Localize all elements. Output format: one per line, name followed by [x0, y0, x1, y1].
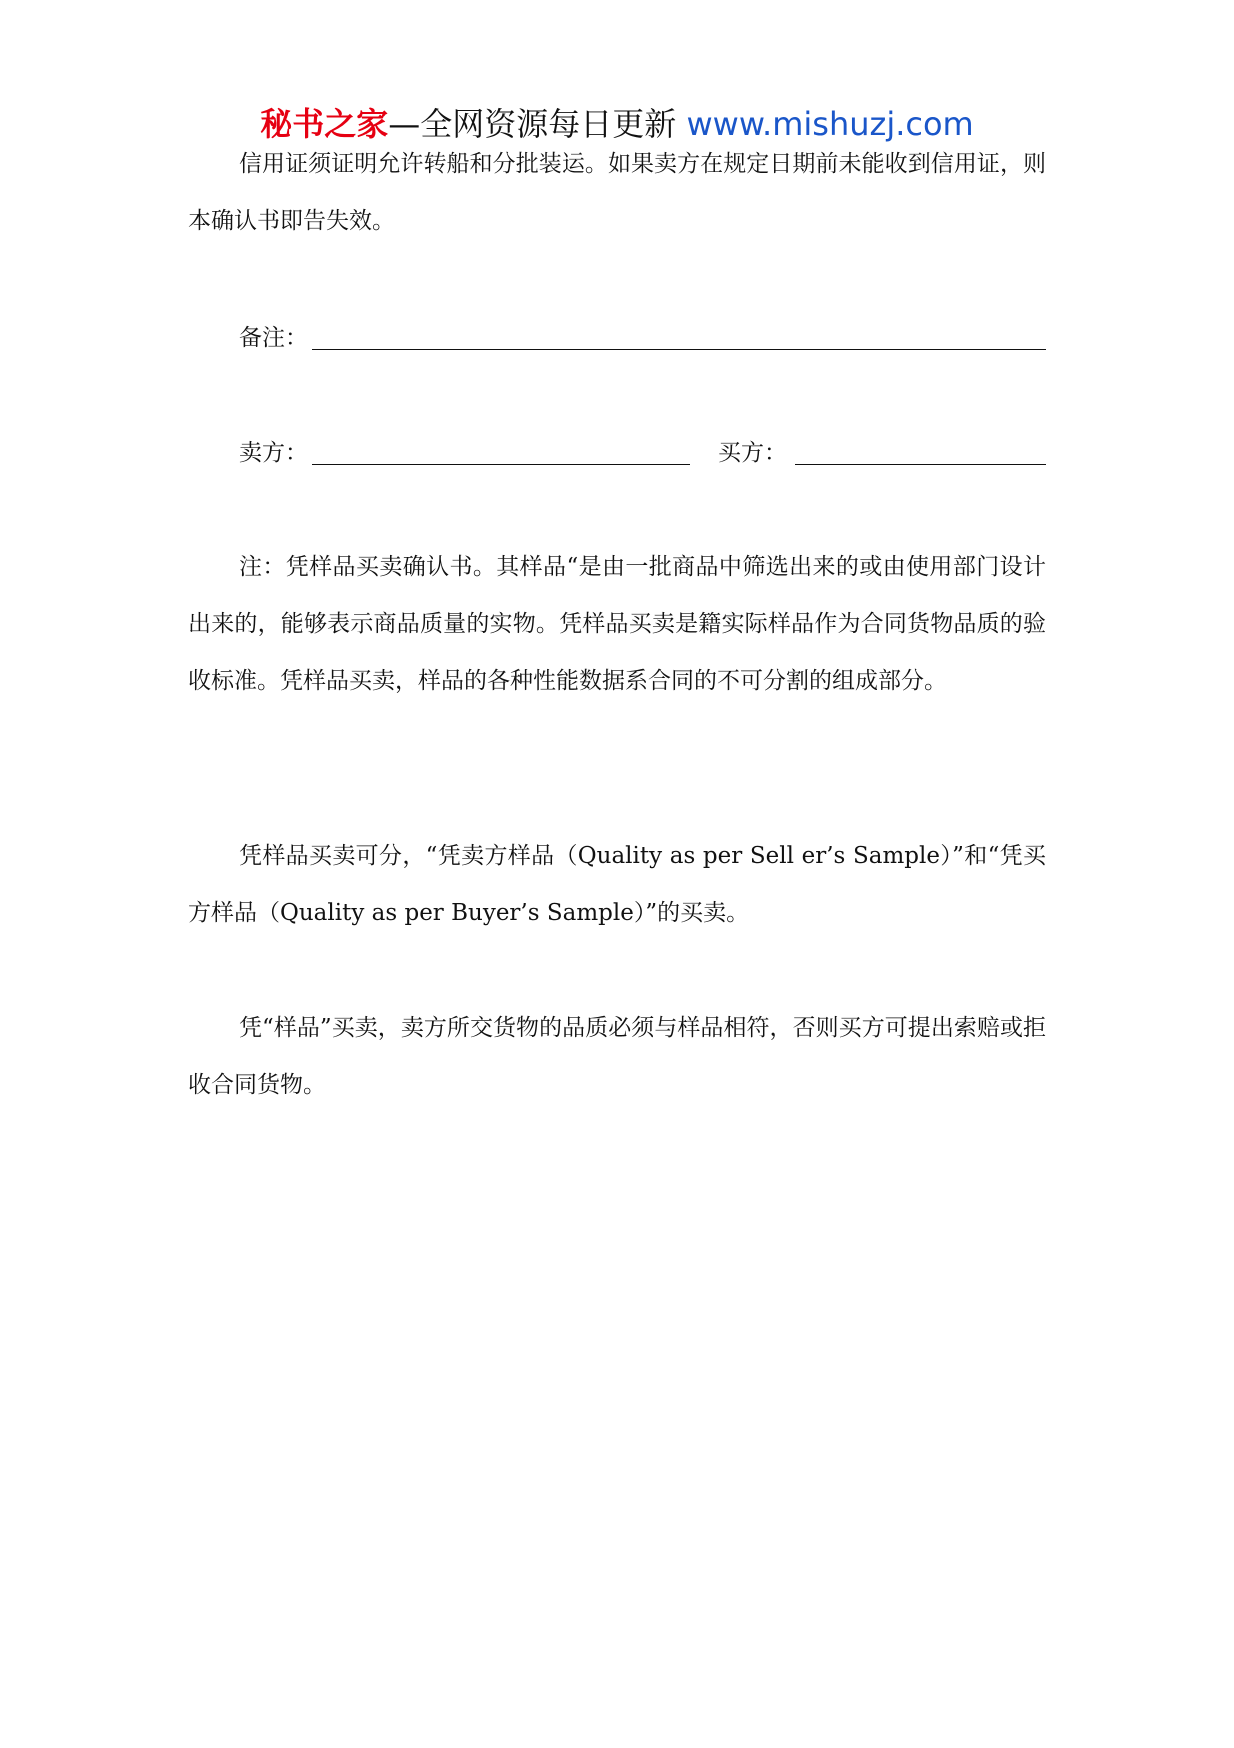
seller-signature-line: [312, 464, 690, 465]
header-tagline: —全网资源每日更新: [388, 105, 687, 143]
header-brand: 秘书之家: [260, 105, 389, 143]
remarks-label: 备注：: [239, 325, 308, 351]
buyer-label: 买方：: [718, 440, 787, 466]
paragraph-letter-of-credit: 信用证须证明允许转船和分批装运。如果卖方在规定日期前未能收到信用证，则本确认书即告失效。: [188, 151, 1046, 234]
paragraph-sample-types: 凭样品买卖可分，“凭卖方样品（Quality as per Sell er’s Sample）”和“凭买方样品（Quality as per Buyer’s Sample）”的买卖。: [188, 843, 1046, 926]
paragraph-sample-quality: 凭“样品”买卖，卖方所交货物的品质必须与样品相符，否则买方可提出索赔或拒收合同货物。: [188, 1015, 1046, 1098]
buyer-signature-line: [795, 464, 1046, 465]
remarks-line: [312, 349, 1046, 350]
header-url[interactable]: www.mishuzj.com: [686, 105, 974, 143]
paragraph-sample-note: 注：凭样品买卖确认书。其样品“是由一批商品中筛选出来的或由使用部门设计出来的，能够表示商品质量的实物。凭样品买卖是籍实际样品作为合同货物品质的验收标准。凭样品买卖，样品的各种性能数据系合同的不可分割的组成部分。: [188, 554, 1046, 694]
seller-label: 卖方：: [239, 440, 308, 466]
